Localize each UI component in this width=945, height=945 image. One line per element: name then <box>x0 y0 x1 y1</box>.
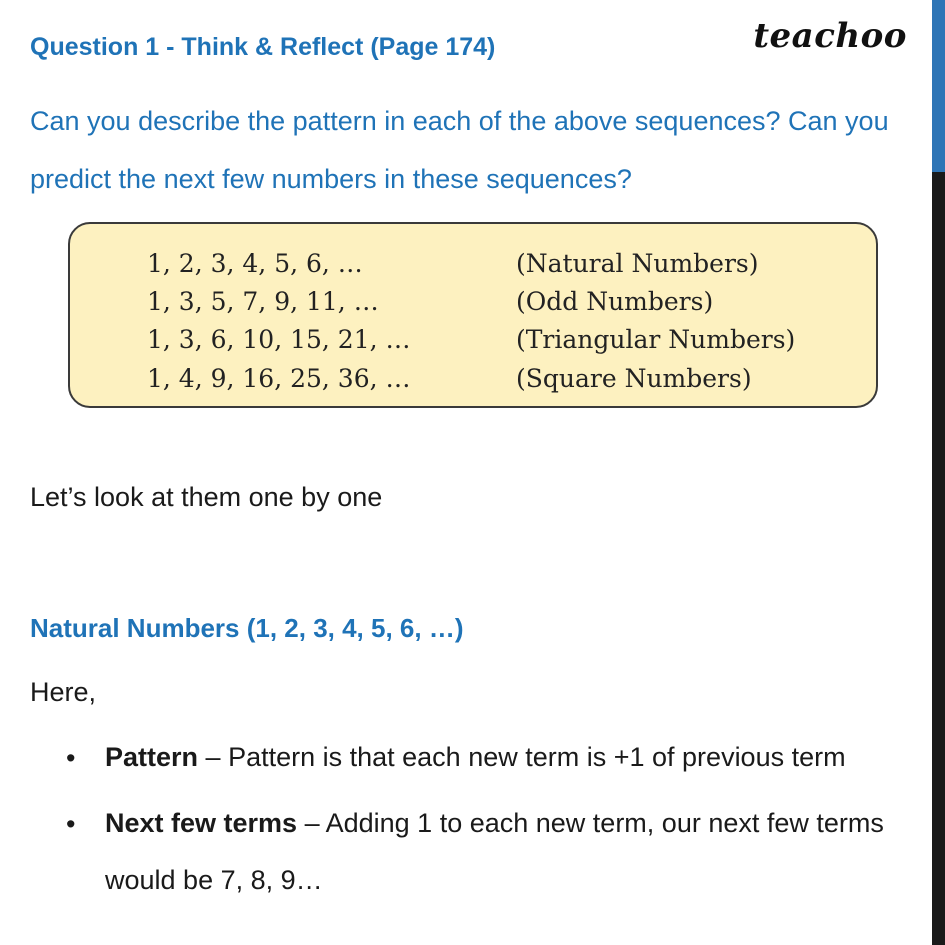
bullet-text: Pattern is that each new term is +1 of previous term <box>228 742 846 772</box>
bullet-label: Pattern <box>105 742 199 772</box>
sequence-name: (Square Numbers) <box>516 364 752 393</box>
sequence-row <box>70 364 876 402</box>
sequence-values: 1, 2, 3, 4, 5, 6, … <box>147 249 363 278</box>
sequence-name: (Odd Numbers) <box>516 287 714 316</box>
sequence-row <box>70 325 876 363</box>
sequence-name: (Natural Numbers) <box>516 249 759 278</box>
sequence-values: 1, 4, 9, 16, 25, 36, … <box>147 364 411 393</box>
sequence-row <box>70 249 876 287</box>
bullet-label: Next few terms <box>105 808 298 838</box>
bullet-separator: – <box>297 808 326 838</box>
sequence-values: 1, 3, 6, 10, 15, 21, … <box>147 325 411 354</box>
intro-text: Let’s look at them one by one <box>30 482 383 512</box>
next-terms-bullet <box>105 795 915 909</box>
bullet-icon: • <box>66 743 76 773</box>
here-text: Here, <box>30 677 97 707</box>
section-heading: Natural Numbers (1, 2, 3, 4, 5, 6, …) <box>30 613 464 643</box>
sequence-values: 1, 3, 5, 7, 9, 11, … <box>147 287 379 316</box>
pattern-bullet <box>105 729 915 786</box>
question-text: Can you describe the pattern in each of the above sequences? Can you predict the next few numbers in these sequences? <box>30 106 889 194</box>
right-edge-accent <box>932 0 945 172</box>
sequence-name: (Triangular Numbers) <box>516 325 796 354</box>
sequence-box <box>68 222 878 408</box>
sequence-row <box>70 287 876 325</box>
bullet-separator: – <box>198 742 229 772</box>
bullet-icon: • <box>66 809 76 839</box>
bullet-text: Adding 1 to each new term, our next few terms would be 7, 8, 9… <box>105 808 884 895</box>
question-title: Question 1 - Think & Reflect (Page 174) <box>30 33 496 61</box>
teachoo-logo: teachoo <box>753 16 907 56</box>
